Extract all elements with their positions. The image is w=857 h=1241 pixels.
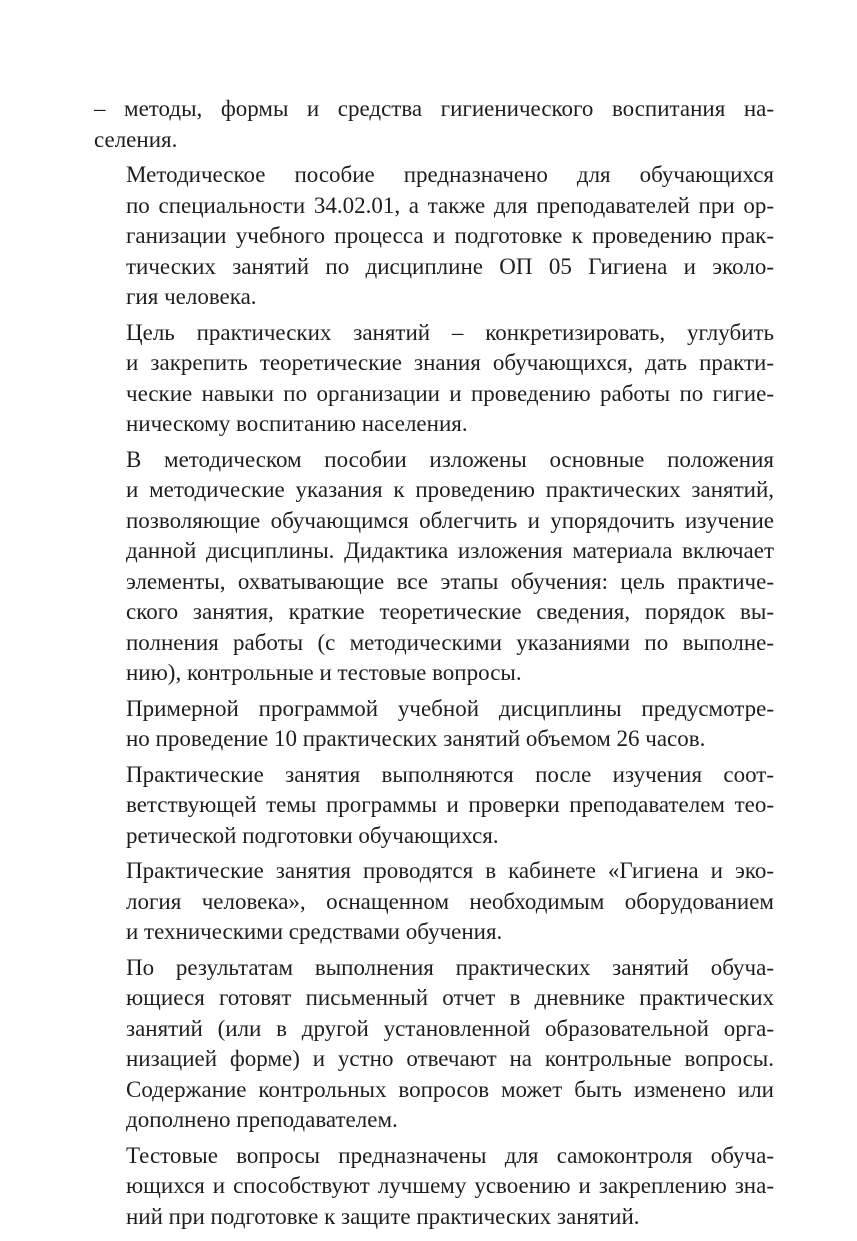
paragraph-p6 bbox=[94, 760, 774, 852]
paragraph-p5 bbox=[94, 694, 774, 755]
paragraph-p7 bbox=[94, 856, 774, 948]
paragraph-p1 bbox=[94, 94, 774, 155]
text-line: ского занятия, краткие теоретические сведения, порядок вы- bbox=[126, 599, 774, 624]
text-line: Примерной программой учебной дисциплины предусмотре- bbox=[126, 695, 774, 721]
text-line: и техническими средствами обучения. bbox=[126, 919, 503, 944]
text-line: Содержание контрольных вопросов может быть изменено или bbox=[126, 1076, 774, 1102]
text-line: элементы, охватывающие все этапы обучения: цель практиче- bbox=[126, 568, 774, 594]
text-line: Практические занятия выполняются после изучения соот- bbox=[126, 761, 774, 787]
text-line: По результатам выполнения практических занятий обуча- bbox=[126, 954, 774, 980]
text-line: и методические указания к проведению практических занятий, bbox=[126, 477, 774, 502]
text-line: нию), контрольные и тестовые вопросы. bbox=[126, 660, 522, 685]
text-line: дополнено преподавателем. bbox=[126, 1107, 398, 1132]
text-line: Методическое пособие предназначено для обучающихся bbox=[126, 162, 774, 187]
text-line: низацией форме) и устно отвечают на контрольные вопросы. bbox=[126, 1046, 774, 1071]
text-line: полнения работы (с методическими указаниями по выполне- bbox=[126, 629, 774, 655]
paragraph-p8 bbox=[94, 953, 774, 1136]
text-line: селения. bbox=[94, 126, 178, 152]
paragraph-p9 bbox=[94, 1141, 774, 1233]
paragraph-p4 bbox=[94, 445, 774, 689]
text-line: ническому воспитанию населения. bbox=[126, 411, 468, 436]
body-text bbox=[94, 94, 774, 1232]
paragraph-p3 bbox=[94, 318, 774, 440]
text-line: Тестовые вопросы предназначены для самоконтроля обуча- bbox=[126, 1142, 774, 1168]
text-line: занятий (или в другой установленной образовательной орга- bbox=[126, 1015, 774, 1041]
text-line: В методическом пособии изложены основные положения bbox=[126, 446, 774, 472]
text-line: логия человека», оснащенном необходимым оборудованием bbox=[126, 888, 774, 914]
text-line: гия человека. bbox=[126, 284, 257, 309]
paragraph-p2 bbox=[94, 160, 774, 313]
text-line: Цель практических занятий – конкретизировать, углубить bbox=[126, 319, 774, 345]
text-line: ний при подготовке к защите практических занятий. bbox=[126, 1203, 640, 1229]
text-line: Практические занятия проводятся в кабинете «Гигиена и эко- bbox=[126, 858, 774, 883]
text-line: ганизации учебного процесса и подготовке к проведению прак- bbox=[126, 223, 774, 248]
text-line: ветствующей темы программы и проверки преподавателем тео- bbox=[126, 792, 774, 817]
text-line: данной дисциплины. Дидактика изложения материала включает bbox=[126, 538, 774, 563]
text-line: ющиеся готовят письменный отчет в дневнике практических bbox=[126, 985, 774, 1010]
text-line: но проведение 10 практических занятий объемом 26 часов. bbox=[126, 726, 706, 751]
text-line: и закрепить теоретические знания обучающихся, дать практи- bbox=[126, 350, 774, 375]
text-line: тических занятий по дисциплине ОП 05 Гигиена и эколо- bbox=[126, 253, 774, 279]
text-line: ческие навыки по организации и проведению работы по гигие- bbox=[126, 380, 774, 406]
text-line: по специальности 34.02.01, а также для преподавателей при ор- bbox=[126, 192, 774, 218]
text-line: ретической подготовки обучающихся. bbox=[126, 822, 499, 848]
text-line: ющихся и способствуют лучшему усвоению и закреплению зна- bbox=[126, 1173, 774, 1198]
text-line: позволяющие обучающимся облегчить и упорядочить изучение bbox=[126, 507, 774, 533]
text-line: – методы, формы и средства гигиенического воспитания на- bbox=[94, 96, 774, 121]
document-page bbox=[94, 94, 774, 1237]
